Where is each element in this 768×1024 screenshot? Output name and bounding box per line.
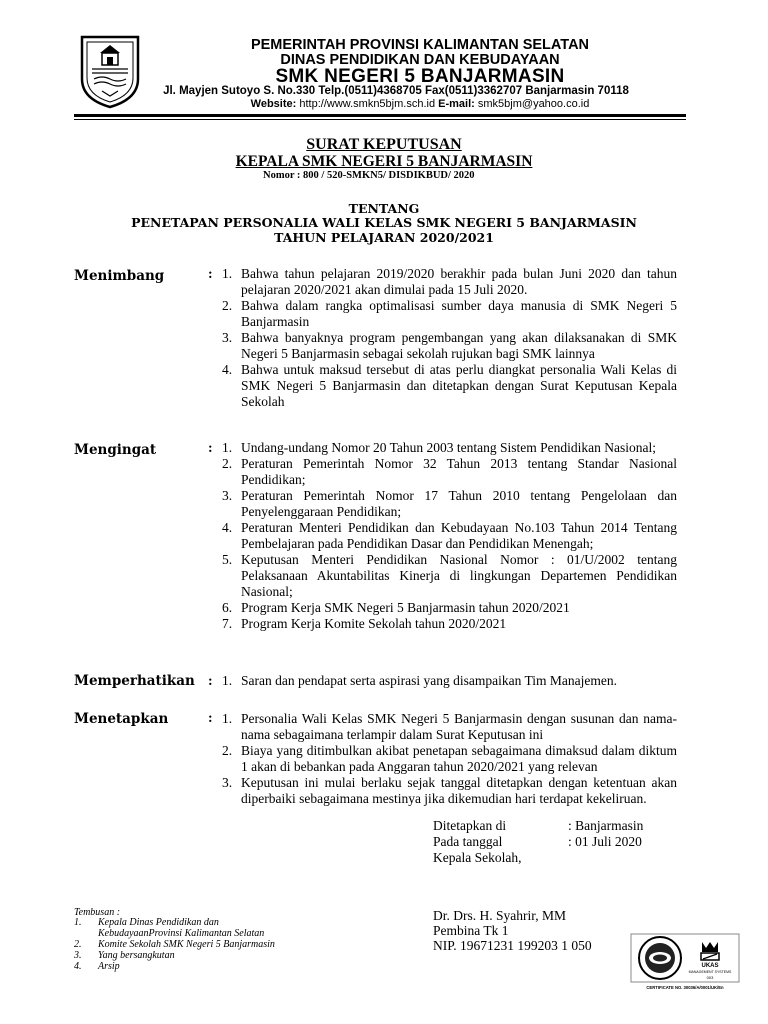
subject-line-1: PENETAPAN PERSONALIA WALI KELAS SMK NEGERI 5 BANJARMASIN [131, 215, 637, 230]
document-issuer: KEPALA SMK NEGERI 5 BANJARMASIN [235, 153, 533, 170]
list-item: 5. Keputusan Menteri Pendidikan Nasional Nomor : 01/U/2002 tentang Pelaksanaan Akuntabilitas Kinerja di lingkungan Departemen Pendidikan Nasional; [222, 552, 677, 599]
list-item: 3. Bahwa banyaknya program pengembangan yang akan dilaksanakan di SMK Negeri 5 Banjarmasin sebagai sekolah rujukan bagi SMK lainnya [222, 330, 677, 361]
list-item: 3. Yang bersangkutan [74, 950, 175, 961]
list-item: 2. Peraturan Pemerintah Nomor 32 Tahun 2013 tentang Standar Nasional Pendidikan; [222, 456, 677, 487]
mengingat-label: Mengingat [74, 442, 157, 458]
school-logo [78, 33, 142, 109]
letterhead-department: DINAS PENDIDIKAN DAN KEBUDAYAAN [280, 52, 560, 68]
list-item: 3. Keputusan ini mulai berlaku sejak tanggal ditetapkan dengan ketentuan akan diperbaiki sebagaimana mestinya jika dikemudian hari terdapat kekeliruan. [222, 775, 677, 806]
memperhatikan-label: Memperhatikan [74, 673, 195, 689]
mengingat-colon: : [208, 441, 213, 456]
list-item: 1. Saran dan pendapat serta aspirasi yang disampaikan Tim Manajemen. [222, 673, 618, 688]
list-item: 6. Program Kerja SMK Negeri 5 Banjarmasin tahun 2020/2021 [222, 600, 570, 615]
email-link[interactable]: smk5bjm@yahoo.co.id [477, 98, 590, 110]
letterhead-address: Jl. Mayjen Sutoyo S. No.330 Telp.(0511)4368705 Fax(0511)3362707 Banjarmasin 70118 [163, 85, 629, 97]
website-label: Website: [250, 98, 297, 110]
tanggal-value: : 01 Juli 2020 [568, 834, 642, 849]
document-title: SURAT KEPUTUSAN [306, 136, 462, 153]
list-item: 1. Undang-undang Nomor 20 Tahun 2003 tentang Sistem Pendidikan Nasional; [222, 440, 656, 455]
menetapkan-label: Menetapkan [74, 711, 169, 727]
list-item: 4. Bahwa untuk maksud tersebut di atas perlu diangkat personalia Wali Kelas di SMK Negeri 5 Banjarmasin dan ditetapkan dengan Surat Keputusan Kepala Sekolah [222, 362, 677, 409]
svg-text:UKAS: UKAS [701, 963, 719, 969]
subject-line-2: TAHUN PELAJARAN 2020/2021 [274, 230, 494, 245]
signer-rank: Pembina Tk 1 [433, 923, 509, 938]
svg-text:003: 003 [706, 975, 714, 980]
menimbang-colon: : [208, 267, 213, 282]
list-item: 1. Personalia Wali Kelas SMK Negeri 5 Banjarmasin dengan susunan dan nama-nama sebagaimana terlampir dalam Surat Keputusan ini [222, 711, 677, 742]
list-item: 4. Arsip [74, 961, 120, 972]
letterhead-contact [150, 98, 690, 110]
email-label: E-mail: [438, 98, 475, 110]
list-item: 1. Kepala Dinas Pendidikan dan [74, 917, 219, 928]
letterhead-school-name: SMK NEGERI 5 BANJARMASIN [275, 66, 565, 87]
list-item: 2. Biaya yang ditimbulkan akibat penetapan sebagaimana dimaksud dalam diktum 1 akan di bebankan pada Anggaran tahun 2020/2021 yang relevan [222, 743, 677, 774]
ditetapkan-value: : Banjarmasin [568, 818, 644, 833]
letterhead-rule-thin [74, 119, 686, 120]
signer-nip: NIP. 19671231 199203 1 050 [433, 938, 592, 953]
tentang-heading: TENTANG [348, 201, 420, 216]
memperhatikan-colon: : [208, 674, 213, 689]
document-number: Nomor : 800 / 520-SMKN5/ DISDIKBUD/ 2020 [263, 170, 475, 181]
tanggal-label: Pada tanggal [433, 834, 503, 849]
tembusan-title: Tembusan : [74, 907, 121, 918]
list-item: 7. Program Kerja Komite Sekolah tahun 2020/2021 [222, 616, 507, 631]
mengingat-list [222, 440, 677, 632]
list-item: KebudayaanProvinsi Kalimantan Selatan [98, 928, 265, 939]
svg-text:MANAGEMENT SYSTEMS: MANAGEMENT SYSTEMS [688, 970, 732, 974]
menimbang-list [222, 266, 677, 410]
letterhead-rule-thick [74, 114, 686, 117]
certification-badges [630, 933, 740, 991]
signer-role: Kepala Sekolah, [433, 850, 522, 865]
menetapkan-colon: : [208, 711, 213, 726]
website-link[interactable]: http://www.smkn5bjm.sch.id [299, 98, 436, 110]
list-item: 3. Peraturan Pemerintah Nomor 17 Tahun 2010 tentang Pengelolaan dan Penyelenggaraan Pendidikan; [222, 488, 677, 519]
list-item: 1. Bahwa tahun pelajaran 2019/2020 berakhir pada bulan Juni 2020 dan tahun pelajaran 2020/2021 akan dimulai pada 15 Juli 2020. [222, 266, 677, 297]
letterhead-government: PEMERINTAH PROVINSI KALIMANTAN SELATAN [250, 37, 590, 53]
memperhatikan-list [222, 673, 677, 689]
svg-text:CERTIFICATE NO. 30036/A/0001/U: CERTIFICATE NO. 30036/A/0001/UK/En [646, 985, 724, 990]
menimbang-label: Menimbang [74, 268, 165, 284]
ditetapkan-label: Ditetapkan di [433, 818, 507, 833]
signer-name: Dr. Drs. H. Syahrir, MM [433, 908, 566, 923]
menetapkan-list [222, 711, 677, 807]
list-item: 2. Komite Sekolah SMK Negeri 5 Banjarmasin [74, 939, 275, 950]
list-item: 4. Peraturan Menteri Pendidikan dan Kebudayaan No.103 Tahun 2014 Tentang Pembelajaran pada Pendidikan Dasar dan Pendidikan Menengah; [222, 520, 677, 551]
list-item: 2. Bahwa dalam rangka optimalisasi sumber daya manusia di SMK Negeri 5 Banjarmasin [222, 298, 677, 329]
